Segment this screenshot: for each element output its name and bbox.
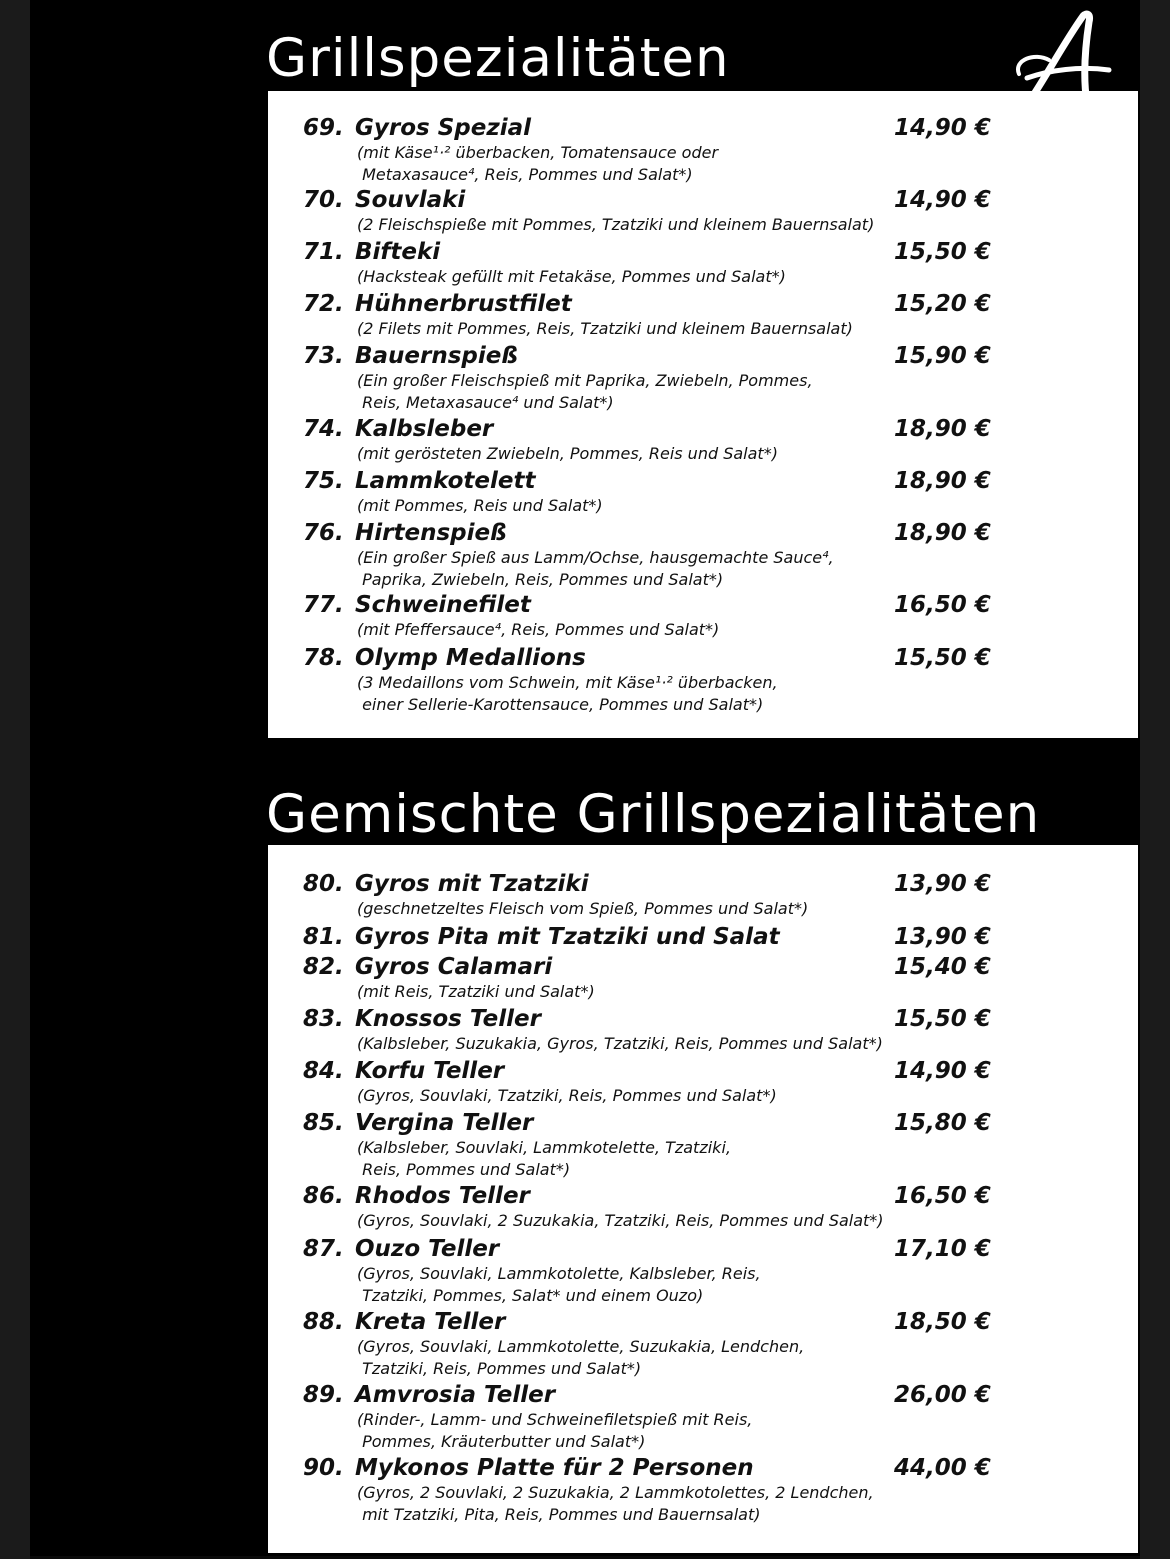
item-description [357, 981, 917, 1003]
item-price: 17,10 € [894, 1236, 991, 1262]
item-price: 15,50 € [894, 645, 991, 671]
item-name: Gyros Calamari [355, 954, 553, 980]
item-number: 85. [303, 1110, 344, 1136]
item-number: 75. [303, 468, 344, 494]
item-name: Vergina Teller [355, 1110, 534, 1136]
item-description-line: Reis, Pommes und Salat*) [357, 1160, 571, 1179]
item-price: 44,00 € [894, 1455, 991, 1481]
item-description [357, 1336, 917, 1380]
item-name: Gyros mit Tzatziki [355, 871, 589, 897]
item-price: 14,90 € [894, 187, 991, 213]
item-name: Knossos Teller [355, 1006, 541, 1032]
item-number: 73. [303, 343, 344, 369]
item-description [357, 1263, 917, 1307]
item-description-line: (Gyros, Souvlaki, Tzatziki, Reis, Pommes und Salat*) [357, 1086, 777, 1105]
item-price: 15,80 € [894, 1110, 991, 1136]
left-border [0, 0, 30, 1559]
item-name: Amvrosia Teller [355, 1382, 556, 1408]
section-title-mixed-grill: Gemischte Grillspezialitäten [266, 784, 1041, 845]
item-description [357, 443, 917, 465]
item-description [357, 370, 917, 414]
item-description-line: (Gyros, Souvlaki, 2 Suzukakia, Tzatziki, Reis, Pommes und Salat*) [357, 1211, 884, 1230]
item-name: Bifteki [355, 239, 441, 265]
item-description-line: (mit Pommes, Reis und Salat*) [357, 496, 603, 515]
item-description [357, 495, 917, 517]
item-description [357, 619, 917, 641]
item-name: Rhodos Teller [355, 1183, 530, 1209]
item-description-line: Pommes, Kräuterbutter und Salat*) [357, 1432, 646, 1451]
item-number: 81. [303, 924, 344, 950]
item-number: 74. [303, 416, 344, 442]
item-price: 14,90 € [894, 1058, 991, 1084]
item-price: 13,90 € [894, 871, 991, 897]
item-name: Mykonos Platte für 2 Personen [355, 1455, 754, 1481]
item-description-line: (Rinder-, Lamm- und Schweinefiletspieß mit Reis, [357, 1410, 753, 1429]
item-description-line: (Kalbsleber, Souvlaki, Lammkotelette, Tzatziki, [357, 1138, 731, 1157]
item-number: 90. [303, 1455, 344, 1481]
item-price: 18,90 € [894, 416, 991, 442]
item-description [357, 1210, 917, 1232]
item-number: 80. [303, 871, 344, 897]
item-description-line: (Hacksteak gefüllt mit Fetakäse, Pommes und Salat*) [357, 267, 786, 286]
item-description [357, 1482, 917, 1526]
item-description-line: Tzatziki, Pommes, Salat* und einem Ouzo) [357, 1286, 704, 1305]
item-number: 89. [303, 1382, 344, 1408]
item-description [357, 1137, 917, 1181]
item-number: 83. [303, 1006, 344, 1032]
item-name: Kreta Teller [355, 1309, 506, 1335]
item-price: 26,00 € [894, 1382, 991, 1408]
item-price: 15,50 € [894, 1006, 991, 1032]
item-number: 76. [303, 520, 344, 546]
item-number: 84. [303, 1058, 344, 1084]
item-name: Olymp Medallions [355, 645, 586, 671]
item-description-line: (Ein großer Spieß aus Lamm/Ochse, hausgemachte Sauce⁴, [357, 548, 834, 567]
item-description [357, 318, 917, 340]
item-description [357, 214, 917, 236]
item-description-line: Paprika, Zwiebeln, Reis, Pommes und Salat*) [357, 570, 724, 589]
item-name: Hirtenspieß [355, 520, 507, 546]
item-name: Lammkotelett [355, 468, 536, 494]
item-price: 13,90 € [894, 924, 991, 950]
right-border [1140, 0, 1170, 1559]
item-price: 15,20 € [894, 291, 991, 317]
item-name: Gyros Pita mit Tzatziki und Salat [355, 924, 780, 950]
item-description [357, 266, 917, 288]
item-description-line: (mit Käse¹·² überbacken, Tomatensauce oder [357, 143, 719, 162]
item-description [357, 1409, 917, 1453]
item-price: 18,90 € [894, 468, 991, 494]
item-description [357, 1033, 917, 1055]
item-number: 70. [303, 187, 344, 213]
item-description-line: (2 Filets mit Pommes, Reis, Tzatziki und kleinem Bauernsalat) [357, 319, 853, 338]
item-number: 77. [303, 592, 344, 618]
item-price: 16,50 € [894, 1183, 991, 1209]
item-description-line: Metaxasauce⁴, Reis, Pommes und Salat*) [357, 165, 693, 184]
item-description-line: Tzatziki, Reis, Pommes und Salat*) [357, 1359, 642, 1378]
item-description [357, 142, 917, 186]
item-name: Kalbsleber [355, 416, 494, 442]
item-number: 78. [303, 645, 344, 671]
item-number: 88. [303, 1309, 344, 1335]
item-name: Ouzo Teller [355, 1236, 500, 1262]
item-name: Gyros Spezial [355, 115, 532, 141]
item-description [357, 672, 917, 716]
item-price: 18,50 € [894, 1309, 991, 1335]
item-number: 82. [303, 954, 344, 980]
item-description-line: (Ein großer Fleischspieß mit Paprika, Zwiebeln, Pommes, [357, 371, 813, 390]
item-description [357, 1085, 917, 1107]
item-name: Hühnerbrustfilet [355, 291, 572, 317]
item-number: 71. [303, 239, 344, 265]
item-name: Bauernspieß [355, 343, 518, 369]
item-description-line: (mit gerösteten Zwiebeln, Pommes, Reis und Salat*) [357, 444, 778, 463]
item-number: 69. [303, 115, 344, 141]
item-description-line: mit Tzatziki, Pita, Reis, Pommes und Bauernsalat) [357, 1505, 761, 1524]
item-description-line: (3 Medaillons vom Schwein, mit Käse¹·² überbacken, [357, 673, 778, 692]
item-description-line: (Gyros, Souvlaki, Lammkotolette, Kalbsleber, Reis, [357, 1264, 761, 1283]
item-name: Souvlaki [355, 187, 466, 213]
item-number: 87. [303, 1236, 344, 1262]
item-number: 72. [303, 291, 344, 317]
item-price: 15,90 € [894, 343, 991, 369]
item-price: 15,50 € [894, 239, 991, 265]
item-description-line: (Kalbsleber, Suzukakia, Gyros, Tzatziki, Reis, Pommes und Salat*) [357, 1034, 883, 1053]
item-description-line: Reis, Metaxasauce⁴ und Salat*) [357, 393, 614, 412]
item-number: 86. [303, 1183, 344, 1209]
item-price: 18,90 € [894, 520, 991, 546]
item-description [357, 898, 917, 920]
item-description-line: (2 Fleischspieße mit Pommes, Tzatziki und kleinem Bauernsalat) [357, 215, 875, 234]
mixed-grill-menu-panel [268, 845, 1138, 1553]
item-name: Schweinefilet [355, 592, 531, 618]
item-description-line: (geschnetzeltes Fleisch vom Spieß, Pommes und Salat*) [357, 899, 809, 918]
item-description-line: (mit Reis, Tzatziki und Salat*) [357, 982, 595, 1001]
item-description-line: (Gyros, 2 Souvlaki, 2 Suzukakia, 2 Lammkotolettes, 2 Lendchen, [357, 1483, 874, 1502]
item-price: 14,90 € [894, 115, 991, 141]
section-title-grill: Grillspezialitäten [266, 28, 730, 89]
item-description-line: (mit Pfeffersauce⁴, Reis, Pommes und Salat*) [357, 620, 720, 639]
item-description-line: (Gyros, Souvlaki, Lammkotolette, Suzukakia, Lendchen, [357, 1337, 805, 1356]
item-description-line: einer Sellerie-Karottensauce, Pommes und Salat*) [357, 695, 764, 714]
grill-menu-panel [268, 91, 1138, 738]
item-price: 15,40 € [894, 954, 991, 980]
item-name: Korfu Teller [355, 1058, 505, 1084]
item-description [357, 547, 917, 591]
item-price: 16,50 € [894, 592, 991, 618]
